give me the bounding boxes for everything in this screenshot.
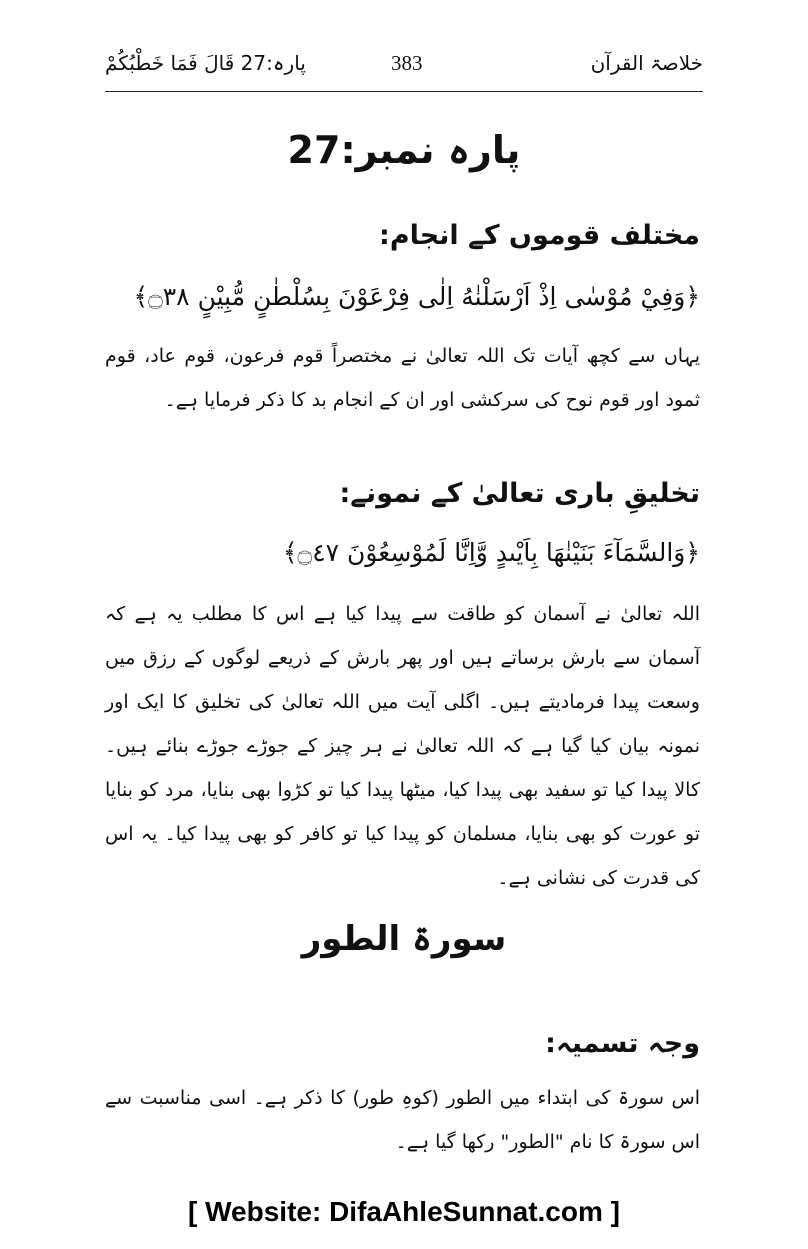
section-heading-naming: وجہ تسمیہ: <box>545 1028 700 1059</box>
paragraph-naming: اس سورۃ کی ابتداء میں الطور (کوہِ طور) کا ذکر ہے۔ اسی مناسبت سے اس سورۃ کا نام "الطور" رکھا گیا ہے۔ <box>105 1087 700 1153</box>
quran-verse-2: ﴿وَالسَّمَآءَ بَنَيْنٰهَا بِاَيْىدٍ وَّاِنَّا لَمُوْسِعُوْنَ ۝٤٧﴾ <box>282 538 700 567</box>
running-header <box>105 48 703 88</box>
section-heading-creation: تخلیقِ باری تعالیٰ کے نمونے: <box>339 478 700 509</box>
page-number: 383 <box>391 51 423 75</box>
book-title: خلاصۃ القرآن <box>590 51 703 75</box>
paragraph-creation: اللہ تعالیٰ نے آسمان کو طاقت سے پیدا کیا ہے اس کا مطلب یہ ہے کہ آسمان سے بارش برساتے ہیں اور پھر بارش کے ذریعے لوگوں کے رزق میں وسعت پیدا فرمادیتے ہیں۔ اگلی آیت میں اللہ تعالیٰ کی تخلیق کا ایک اور نمونہ بیان کیا گیا ہے کہ اللہ تعالیٰ نے ہر چیز کے جوڑے جوڑے بنائے ہیں۔ کالا پیدا کیا تو سفید بھی پیدا کیا، میٹھا پیدا کیا تو کڑوا بھی بنایا، مرد کو بنایا تو عورت کو بھی بنایا، مسلمان کو پیدا کیا تو کافر کو بھی پیدا کیا۔ یہ اس کی قدرت کی نشانی ہے۔ <box>105 603 700 889</box>
header-divider <box>105 91 703 92</box>
page-title: پارہ نمبر:27 <box>287 128 521 172</box>
section-heading-nations: مختلف قوموں کے انجام: <box>379 220 700 251</box>
website-footer: [ Website: DifaAhleSunnat.com ] <box>188 1196 620 1227</box>
paragraph-nations: یہاں سے کچھ آیات تک اللہ تعالیٰ نے مختصراً قوم فرعون، قوم عاد، قوم ثمود اور قوم نوح کی سرکشی اور ان کے انجام بد کا ذکر فرمایا ہے۔ <box>105 345 700 411</box>
surah-title: سورۃ الطور <box>301 919 507 959</box>
quran-verse-1: ﴿وَفِيْ مُوْسٰى اِذْ اَرْسَلْنٰهُ اِلٰى فِرْعَوْنَ بِسُلْطٰنٍ مُّبِيْنٍ ۝٣٨﴾ <box>133 282 700 311</box>
juz-label: پارہ:27 قَالَ فَمَا خَطْبُكُمْ <box>105 51 306 75</box>
